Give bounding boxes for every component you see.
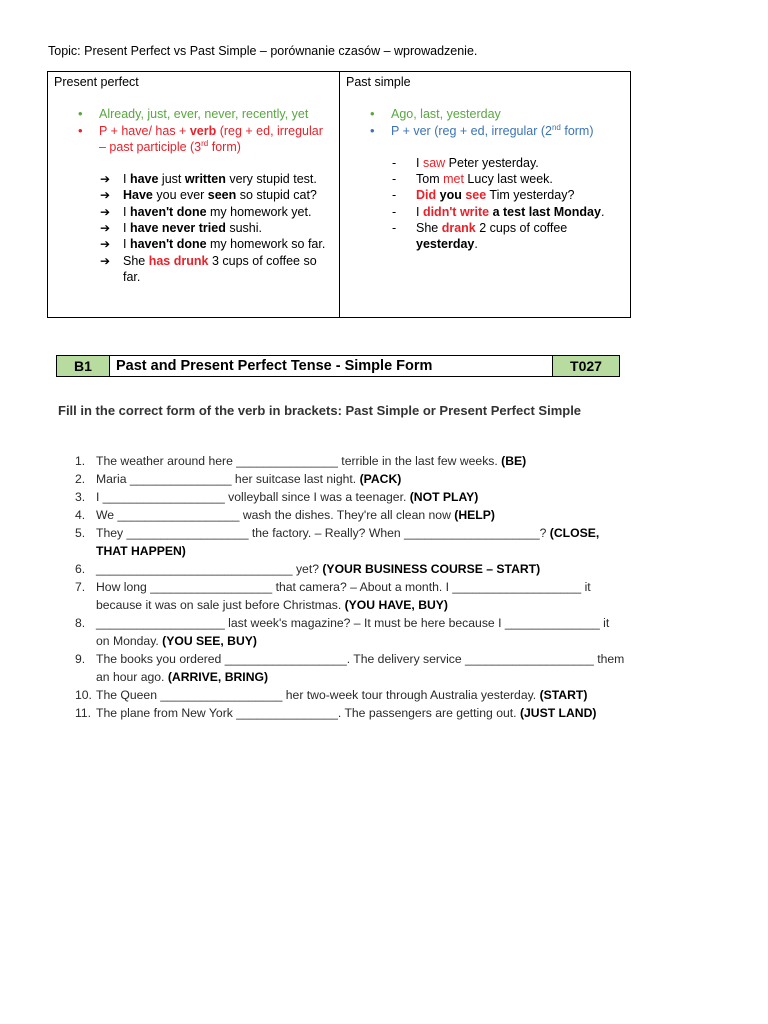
past-simple-example <box>346 204 624 220</box>
example-segment: very stupid test. <box>225 172 317 187</box>
example-segment: see <box>461 188 487 203</box>
exercise-text: Maria _______________ her suitcase last night. <box>96 472 360 486</box>
example-segment: my homework yet. <box>206 204 312 219</box>
exercise-number: 5. <box>75 526 86 540</box>
example-segment: I <box>123 237 130 252</box>
exercise-number: 9. <box>75 652 86 666</box>
past-simple-example <box>346 220 624 253</box>
example-segment: so stupid cat? <box>236 188 317 203</box>
example-segment: She <box>123 253 149 268</box>
exercise-text: The Queen __________________ her two-week tour through Australia yesterday. <box>96 688 540 702</box>
past-simple-example <box>346 155 624 171</box>
example-segment: Have <box>123 188 153 203</box>
example-segment: Tim yesterday? <box>486 188 575 203</box>
exercise-item <box>75 470 625 488</box>
example-segment: have never tried <box>129 221 226 236</box>
past-simple-example <box>346 171 624 187</box>
example-segment: I <box>416 204 423 219</box>
exercise-number: 11. <box>75 706 92 720</box>
example-segment: saw <box>422 155 446 170</box>
past-simple-example <box>346 187 624 203</box>
exercise-item <box>75 452 625 470</box>
exercise-item <box>75 506 625 524</box>
example-segment: Lucy last week. <box>463 172 553 187</box>
present-perfect-title: Present perfect <box>54 75 139 89</box>
grammar-comparison-table <box>47 71 631 318</box>
example-segment: She <box>416 221 442 236</box>
rule-superscript: rd <box>201 138 209 148</box>
example-segment: has drunk <box>148 253 209 268</box>
exercise-text: How long __________________ that camera? – About a month. I ___________________ it because it was on sale just before Christmas. <box>96 580 591 612</box>
present-perfect-column <box>48 72 340 317</box>
example-segment: sushi. <box>225 221 262 236</box>
exercise-item <box>75 524 625 560</box>
exercise-item <box>75 560 625 578</box>
exercise-text: _____________________________ yet? <box>96 562 323 576</box>
exercise-text: The books you ordered __________________. The delivery service ___________________ them an hour ago. <box>96 652 625 684</box>
exercise-item <box>75 650 625 686</box>
past-simple-column <box>340 72 630 317</box>
exercise-verb-hint: (YOUR BUSINESS COURSE – START) <box>322 562 541 576</box>
worksheet-title: Past and Present Perfect Tense - Simple Form <box>116 358 433 374</box>
rule-part: (reg + ed, irregular – past participle (3 <box>99 123 323 154</box>
rule-part: P + ver (reg + ed, irregular (2 <box>391 123 552 138</box>
exercise-verb-hint: (BE) <box>501 454 527 468</box>
exercise-list <box>75 452 625 722</box>
example-segment: have <box>129 172 159 187</box>
exercise-text: We __________________ wash the dishes. They're all clean now <box>96 508 455 522</box>
example-segment: you ever <box>152 188 208 203</box>
exercise-item <box>75 686 625 704</box>
present-perfect-example <box>54 204 333 220</box>
past-simple-rule <box>346 123 624 139</box>
level-badge: B1 <box>57 356 110 376</box>
exercise-verb-hint: (CLOSE, THAT HAPPEN) <box>96 526 600 558</box>
example-segment: 3 cups of coffee so far. <box>123 253 317 284</box>
example-segment: didn't write <box>422 204 490 219</box>
present-perfect-example <box>54 236 333 252</box>
exercise-verb-hint: (ARRIVE, BRING) <box>167 670 269 684</box>
rule-part: form) <box>560 123 594 138</box>
past-simple-examples <box>346 155 624 253</box>
example-segment: haven't done <box>129 204 207 219</box>
exercise-verb-hint: (HELP) <box>454 508 495 522</box>
example-segment: 2 cups of coffee <box>475 221 568 236</box>
example-segment: I <box>123 204 130 219</box>
exercise-number: 10. <box>75 688 92 702</box>
example-segment: written <box>184 172 226 187</box>
past-simple-rules <box>346 106 624 139</box>
worksheet-code: T027 <box>552 356 619 376</box>
rule-verb: verb <box>189 123 217 138</box>
present-perfect-example <box>54 187 333 203</box>
past-simple-signal-words: • Ago, last, yesterday <box>346 106 624 122</box>
example-segment: I <box>123 221 130 236</box>
exercise-text: They __________________ the factory. – Really? When ____________________? <box>96 526 550 540</box>
example-segment: you <box>436 188 462 203</box>
present-perfect-rules <box>54 106 333 155</box>
example-segment: a test last Monday <box>489 204 601 219</box>
example-segment: haven't done <box>129 237 207 252</box>
example-segment: I <box>123 172 130 187</box>
exercise-item <box>75 614 625 650</box>
rule-part: P + have/ has + <box>99 123 190 138</box>
present-perfect-example <box>54 253 333 286</box>
past-simple-title: Past simple <box>346 75 411 89</box>
exercise-text: I __________________ volleyball since I was a teenager. <box>96 490 410 504</box>
exercise-number: 6. <box>75 562 86 576</box>
example-segment: Tom <box>416 172 444 187</box>
exercise-verb-hint: (NOT PLAY) <box>409 490 479 504</box>
present-perfect-example <box>54 171 333 187</box>
example-segment: seen <box>207 188 237 203</box>
example-segment: Did <box>416 188 437 203</box>
rule-superscript: nd <box>551 122 561 132</box>
exercise-item <box>75 578 625 614</box>
exercise-text: The weather around here _______________ terrible in the last few weeks. <box>96 454 502 468</box>
example-segment: my homework so far. <box>206 237 326 252</box>
rule-part: form) <box>208 139 241 154</box>
exercise-verb-hint: (YOU SEE, BUY) <box>162 634 257 648</box>
example-segment: Peter yesterday. <box>445 155 539 170</box>
worksheet-header <box>56 355 620 377</box>
example-segment: . <box>600 204 605 219</box>
example-segment: yesterday <box>416 237 475 252</box>
present-perfect-rule <box>54 123 333 156</box>
example-segment: just <box>158 172 185 187</box>
exercise-number: 8. <box>75 616 86 630</box>
example-segment: drank <box>441 221 476 236</box>
exercise-verb-hint: (JUST LAND) <box>519 706 597 720</box>
exercise-item <box>75 488 625 506</box>
worksheet-instruction: Fill in the correct form of the verb in brackets: Past Simple or Present Perfect Simple <box>58 403 582 418</box>
exercise-text: ___________________ last week's magazine? – It must be here because I ______________ it on Monday. <box>96 616 610 648</box>
exercise-number: 2. <box>75 472 86 486</box>
present-perfect-example <box>54 220 333 236</box>
example-segment: met <box>443 172 464 187</box>
exercise-verb-hint: (YOU HAVE, BUY) <box>344 598 448 612</box>
exercise-number: 1. <box>75 454 86 468</box>
exercise-number: 7. <box>75 580 86 594</box>
present-perfect-examples <box>54 171 333 285</box>
exercise-text: The plane from New York _______________. The passengers are getting out. <box>96 706 520 720</box>
exercise-verb-hint: (START) <box>539 688 588 702</box>
page-topic: Topic: Present Perfect vs Past Simple – porównanie czasów – wprowadzenie. <box>48 44 478 58</box>
example-segment: I <box>416 155 423 170</box>
example-segment: . <box>474 237 478 252</box>
exercise-verb-hint: (PACK) <box>359 472 402 486</box>
exercise-number: 3. <box>75 490 86 504</box>
exercise-number: 4. <box>75 508 86 522</box>
exercise-item <box>75 704 625 722</box>
present-perfect-signal-words: • Already, just, ever, never, recently, yet <box>54 106 333 122</box>
